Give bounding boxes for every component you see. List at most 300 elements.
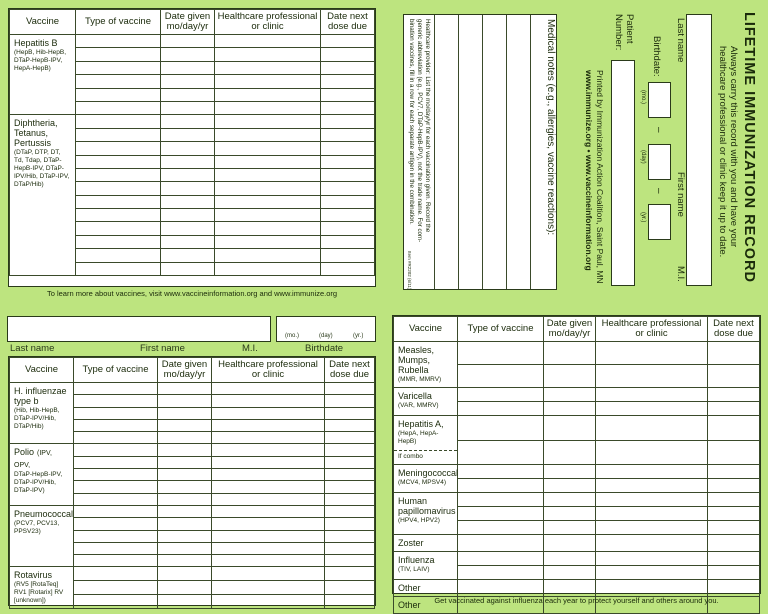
provider-cell[interactable] bbox=[215, 75, 321, 88]
bottom-left-card bbox=[8, 356, 376, 606]
provider-cell[interactable] bbox=[212, 542, 325, 554]
vaccine-abbrev: (HepA, HepA-HepB) bbox=[398, 430, 439, 445]
type-cell[interactable] bbox=[74, 407, 158, 419]
date-cell[interactable] bbox=[544, 535, 596, 552]
vaccine-name: Meningococcal bbox=[398, 468, 459, 478]
date-cell[interactable] bbox=[544, 580, 596, 597]
provider-cell[interactable] bbox=[212, 444, 325, 456]
type-cell[interactable] bbox=[458, 402, 544, 416]
date-cell[interactable] bbox=[544, 402, 596, 416]
next-dose-cell[interactable] bbox=[708, 566, 760, 580]
provider-cell[interactable] bbox=[596, 342, 708, 365]
type-cell[interactable] bbox=[74, 432, 158, 444]
type-cell[interactable] bbox=[458, 342, 544, 365]
next-dose-cell[interactable] bbox=[325, 407, 375, 419]
date-cell[interactable] bbox=[161, 262, 215, 275]
cover-provider-note-2: generic abbreviation (e.g., PCV7, DTaP-HepB-IPV), not the trade name. For com- bbox=[416, 19, 423, 243]
type-cell[interactable] bbox=[76, 262, 161, 275]
cover-patient-number-field[interactable] bbox=[611, 60, 635, 286]
notes-line bbox=[434, 15, 435, 289]
next-dose-cell[interactable] bbox=[708, 493, 760, 507]
next-dose-cell[interactable] bbox=[321, 222, 375, 235]
date-cell[interactable] bbox=[161, 35, 215, 48]
vaccine-name-cell bbox=[10, 115, 76, 276]
type-cell[interactable] bbox=[76, 101, 161, 114]
provider-cell[interactable] bbox=[215, 262, 321, 275]
date-cell[interactable] bbox=[544, 440, 596, 465]
provider-cell[interactable] bbox=[212, 395, 325, 407]
table-row bbox=[394, 535, 760, 552]
vaccine-abbrev: (MMR, MMRV) bbox=[398, 376, 442, 383]
vaccine-name: Other bbox=[398, 583, 421, 593]
provider-cell[interactable] bbox=[596, 365, 708, 388]
notes-line bbox=[482, 15, 483, 289]
provider-cell[interactable] bbox=[596, 465, 708, 479]
date-cell[interactable] bbox=[158, 518, 212, 530]
date-cell[interactable] bbox=[158, 469, 212, 481]
provider-cell[interactable] bbox=[596, 416, 708, 441]
next-dose-cell[interactable] bbox=[708, 507, 760, 521]
vaccine-abbrev: (HPV4, HPV2) bbox=[398, 517, 440, 524]
type-cell[interactable] bbox=[458, 365, 544, 388]
type-cell[interactable] bbox=[76, 61, 161, 74]
next-dose-cell[interactable] bbox=[321, 195, 375, 208]
provider-cell[interactable] bbox=[215, 101, 321, 114]
type-cell[interactable] bbox=[76, 128, 161, 141]
date-cell[interactable] bbox=[158, 419, 212, 431]
date-cell[interactable] bbox=[544, 342, 596, 365]
next-dose-cell[interactable] bbox=[325, 505, 375, 517]
next-dose-cell[interactable] bbox=[321, 235, 375, 248]
birthdate-yr-label: (yr.) bbox=[353, 333, 364, 339]
col-type: Type of vaccine bbox=[458, 317, 544, 342]
date-cell[interactable] bbox=[161, 168, 215, 181]
date-cell[interactable] bbox=[158, 493, 212, 505]
date-cell[interactable] bbox=[158, 456, 212, 468]
table-row bbox=[10, 383, 375, 395]
provider-cell[interactable] bbox=[212, 456, 325, 468]
date-cell[interactable] bbox=[158, 432, 212, 444]
type-cell[interactable] bbox=[74, 555, 158, 567]
next-dose-cell[interactable] bbox=[321, 48, 375, 61]
type-cell[interactable] bbox=[76, 142, 161, 155]
cover-medical-notes-label: Medical notes (e.g., allergies, vaccine reactions): bbox=[545, 19, 556, 236]
provider-cell[interactable] bbox=[215, 195, 321, 208]
date-cell[interactable] bbox=[544, 507, 596, 521]
vaccine-name-cell bbox=[10, 505, 74, 566]
next-dose-cell[interactable] bbox=[321, 101, 375, 114]
next-dose-cell[interactable] bbox=[708, 402, 760, 416]
type-cell[interactable] bbox=[74, 395, 158, 407]
birthdate-label: Birthdate bbox=[305, 343, 344, 354]
notes-line bbox=[506, 15, 507, 289]
provider-cell[interactable] bbox=[212, 530, 325, 542]
type-cell[interactable] bbox=[458, 521, 544, 535]
next-dose-cell[interactable] bbox=[325, 595, 375, 609]
cover-last-name-label: Last name bbox=[675, 18, 686, 63]
vaccine-name: Hepatitis A, bbox=[398, 419, 444, 429]
provider-cell[interactable] bbox=[215, 209, 321, 222]
next-dose-cell[interactable] bbox=[321, 209, 375, 222]
notes-line bbox=[458, 15, 459, 289]
type-cell[interactable] bbox=[76, 75, 161, 88]
date-cell[interactable] bbox=[544, 493, 596, 507]
date-cell[interactable] bbox=[161, 222, 215, 235]
col-next: Date next dose due bbox=[325, 358, 375, 383]
type-cell[interactable] bbox=[74, 518, 158, 530]
col-provider: Healthcare professional or clinic bbox=[215, 10, 321, 35]
cover-title: LIFETIME IMMUNIZATION RECORD bbox=[741, 12, 757, 283]
vaccine-name: H. influenzae bbox=[14, 386, 67, 396]
vaccine-name: Hepatitis B bbox=[14, 38, 58, 48]
provider-cell[interactable] bbox=[212, 567, 325, 581]
type-cell[interactable] bbox=[76, 168, 161, 181]
type-cell[interactable] bbox=[74, 456, 158, 468]
next-dose-cell[interactable] bbox=[321, 168, 375, 181]
last-name-label: Last name bbox=[10, 343, 55, 354]
type-cell[interactable] bbox=[74, 469, 158, 481]
next-dose-cell[interactable] bbox=[325, 469, 375, 481]
date-cell[interactable] bbox=[544, 365, 596, 388]
provider-cell[interactable] bbox=[215, 142, 321, 155]
type-cell[interactable] bbox=[76, 35, 161, 48]
next-dose-cell[interactable] bbox=[321, 75, 375, 88]
vaccine-name: Human papillomavirus bbox=[398, 496, 456, 516]
next-dose-cell[interactable] bbox=[708, 342, 760, 365]
next-dose-cell[interactable] bbox=[325, 555, 375, 567]
provider-cell[interactable] bbox=[212, 469, 325, 481]
vaccine-name-cell bbox=[10, 444, 74, 505]
date-cell[interactable] bbox=[158, 444, 212, 456]
next-dose-cell[interactable] bbox=[321, 182, 375, 195]
type-cell[interactable] bbox=[76, 88, 161, 101]
date-cell[interactable] bbox=[161, 101, 215, 114]
date-cell[interactable] bbox=[158, 555, 212, 567]
date-cell[interactable] bbox=[161, 75, 215, 88]
date-cell[interactable] bbox=[161, 235, 215, 248]
provider-cell[interactable] bbox=[212, 555, 325, 567]
date-cell[interactable] bbox=[158, 567, 212, 581]
date-cell[interactable] bbox=[158, 542, 212, 554]
provider-cell[interactable] bbox=[596, 580, 708, 597]
date-cell[interactable] bbox=[161, 128, 215, 141]
table-row bbox=[10, 115, 375, 128]
type-cell[interactable] bbox=[458, 535, 544, 552]
provider-cell[interactable] bbox=[212, 581, 325, 595]
provider-cell[interactable] bbox=[596, 507, 708, 521]
date-cell[interactable] bbox=[158, 407, 212, 419]
date-cell[interactable] bbox=[158, 595, 212, 609]
vaccine-abbrev: (PCV7, PCV13, PPSV23) bbox=[14, 519, 60, 535]
next-dose-cell[interactable] bbox=[321, 88, 375, 101]
cover-websites: www.immunize.org • www.vaccineinformation.org bbox=[584, 70, 594, 271]
date-cell[interactable] bbox=[158, 395, 212, 407]
provider-cell[interactable] bbox=[215, 88, 321, 101]
provider-cell[interactable] bbox=[596, 521, 708, 535]
table-row bbox=[394, 580, 760, 597]
type-cell[interactable] bbox=[76, 115, 161, 128]
col-vaccine: Vaccine bbox=[10, 358, 74, 383]
last-first-name-field[interactable] bbox=[7, 316, 271, 342]
cover-medical-notes-box[interactable] bbox=[403, 14, 557, 290]
provider-cell[interactable] bbox=[215, 35, 321, 48]
vaccine-abbrev: (RV5 [RotaTeq] RV1 [Rotarix] RV [unknown]) bbox=[14, 581, 64, 605]
top-left-table bbox=[9, 9, 375, 276]
next-dose-cell[interactable] bbox=[325, 456, 375, 468]
cover-provider-note-3: bination vaccines, fill in a row for each separate antigen in the combination. bbox=[408, 19, 415, 225]
next-dose-cell[interactable] bbox=[321, 142, 375, 155]
col-next: Date next dose due bbox=[321, 10, 375, 35]
type-cell[interactable] bbox=[74, 481, 158, 493]
type-cell[interactable] bbox=[74, 567, 158, 581]
provider-cell[interactable] bbox=[215, 182, 321, 195]
col-type: Type of vaccine bbox=[74, 358, 158, 383]
type-cell[interactable] bbox=[74, 595, 158, 609]
cover-subtitle-1: Always carry this record with you and have your bbox=[728, 46, 739, 248]
vaccine-abbrev: (HepB, Hib-HepB, DTaP-HepB-IPV, HepA-HepB) bbox=[14, 49, 67, 72]
next-dose-cell[interactable] bbox=[325, 432, 375, 444]
provider-cell[interactable] bbox=[596, 479, 708, 493]
provider-cell[interactable] bbox=[215, 168, 321, 181]
next-dose-cell[interactable] bbox=[325, 581, 375, 595]
next-dose-cell[interactable] bbox=[325, 383, 375, 395]
provider-cell[interactable] bbox=[215, 222, 321, 235]
provider-cell[interactable] bbox=[596, 440, 708, 465]
next-dose-cell[interactable] bbox=[321, 61, 375, 74]
next-dose-cell[interactable] bbox=[321, 115, 375, 128]
cover-birthdate-label: Birthdate: bbox=[651, 36, 662, 77]
cover-birthdate-mo-label: (mo.) bbox=[640, 90, 646, 104]
provider-cell[interactable] bbox=[215, 48, 321, 61]
date-cell[interactable] bbox=[161, 249, 215, 262]
date-cell[interactable] bbox=[544, 465, 596, 479]
next-dose-cell[interactable] bbox=[325, 444, 375, 456]
vaccine-name: Zoster bbox=[398, 538, 424, 548]
table-row bbox=[394, 465, 760, 479]
bottom-right-footer: Get vaccinated against influenza each year to protect yourself and others around you. bbox=[434, 596, 719, 605]
date-cell[interactable] bbox=[161, 88, 215, 101]
type-cell[interactable] bbox=[74, 383, 158, 395]
cover-subtitle-2: healthcare professional or clinic keep it up to date. bbox=[717, 46, 728, 258]
first-name-label: First name bbox=[140, 343, 185, 354]
table-row bbox=[10, 35, 375, 48]
provider-cell[interactable] bbox=[596, 566, 708, 580]
birthdate-dash-2: – bbox=[653, 188, 664, 194]
bottom-right-table bbox=[393, 316, 760, 614]
next-dose-cell[interactable] bbox=[321, 249, 375, 262]
date-cell[interactable] bbox=[158, 383, 212, 395]
provider-cell[interactable] bbox=[212, 493, 325, 505]
provider-cell[interactable] bbox=[596, 493, 708, 507]
col-date: Date given mo/day/yr bbox=[158, 358, 212, 383]
cover-birthdate-day[interactable] bbox=[648, 144, 671, 180]
vaccine-name-cell bbox=[394, 552, 458, 580]
next-dose-cell[interactable] bbox=[708, 440, 760, 465]
provider-cell[interactable] bbox=[596, 552, 708, 566]
provider-cell[interactable] bbox=[215, 115, 321, 128]
provider-cell[interactable] bbox=[212, 595, 325, 609]
cover-birthdate-yr[interactable] bbox=[648, 204, 671, 240]
table-row bbox=[394, 416, 760, 441]
col-next: Date next dose due bbox=[708, 317, 760, 342]
type-cell[interactable] bbox=[74, 530, 158, 542]
provider-cell[interactable] bbox=[212, 383, 325, 395]
type-cell[interactable] bbox=[458, 552, 544, 566]
next-dose-cell[interactable] bbox=[325, 395, 375, 407]
date-cell[interactable] bbox=[161, 195, 215, 208]
date-cell[interactable] bbox=[161, 142, 215, 155]
type-cell[interactable] bbox=[458, 465, 544, 479]
provider-cell[interactable] bbox=[215, 128, 321, 141]
vaccine-abbrev: (TIV, LAIV) bbox=[398, 566, 430, 573]
date-cell[interactable] bbox=[158, 530, 212, 542]
date-cell[interactable] bbox=[544, 521, 596, 535]
top-left-card bbox=[8, 8, 376, 287]
cover-birthdate-day-label: (day) bbox=[640, 150, 646, 164]
next-dose-cell[interactable] bbox=[325, 481, 375, 493]
next-dose-cell[interactable] bbox=[708, 521, 760, 535]
birthdate-mo-label: (mo.) bbox=[285, 333, 299, 339]
type-cell[interactable] bbox=[74, 542, 158, 554]
table-row bbox=[10, 444, 375, 456]
next-dose-cell[interactable] bbox=[321, 262, 375, 275]
date-cell[interactable] bbox=[544, 388, 596, 402]
next-dose-cell[interactable] bbox=[708, 465, 760, 479]
next-dose-cell[interactable] bbox=[325, 530, 375, 542]
type-cell[interactable] bbox=[458, 388, 544, 402]
next-dose-cell[interactable] bbox=[321, 128, 375, 141]
top-left-footer: To learn more about vaccines, visit www.vaccineinformation.org and www.immunize.org bbox=[46, 289, 338, 298]
type-cell[interactable] bbox=[458, 479, 544, 493]
combo-divider bbox=[394, 450, 457, 451]
cover-first-name-label: First name bbox=[675, 172, 686, 217]
type-cell[interactable] bbox=[74, 581, 158, 595]
cover-birthdate-mo[interactable] bbox=[648, 82, 671, 118]
col-type: Type of vaccine bbox=[76, 10, 161, 35]
type-cell[interactable] bbox=[76, 235, 161, 248]
date-cell[interactable] bbox=[158, 581, 212, 595]
next-dose-cell[interactable] bbox=[321, 155, 375, 168]
provider-cell[interactable] bbox=[215, 155, 321, 168]
type-cell[interactable] bbox=[76, 48, 161, 61]
provider-cell[interactable] bbox=[215, 249, 321, 262]
provider-cell[interactable] bbox=[212, 407, 325, 419]
provider-cell[interactable] bbox=[596, 388, 708, 402]
date-cell[interactable] bbox=[161, 155, 215, 168]
date-cell[interactable] bbox=[158, 505, 212, 517]
date-cell[interactable] bbox=[161, 48, 215, 61]
type-cell[interactable] bbox=[458, 566, 544, 580]
table-row bbox=[394, 342, 760, 365]
type-cell[interactable] bbox=[458, 507, 544, 521]
next-dose-cell[interactable] bbox=[708, 580, 760, 597]
next-dose-cell[interactable] bbox=[708, 552, 760, 566]
vaccine-name-cell bbox=[394, 416, 458, 465]
type-cell[interactable] bbox=[76, 155, 161, 168]
date-cell[interactable] bbox=[544, 479, 596, 493]
vaccine-name-cell bbox=[10, 383, 74, 444]
next-dose-cell[interactable] bbox=[321, 35, 375, 48]
provider-cell[interactable] bbox=[212, 419, 325, 431]
next-dose-cell[interactable] bbox=[325, 493, 375, 505]
vaccine-name: Varicella bbox=[398, 391, 432, 401]
next-dose-cell[interactable] bbox=[708, 479, 760, 493]
provider-cell[interactable] bbox=[212, 432, 325, 444]
date-cell[interactable] bbox=[544, 552, 596, 566]
combo-label: If combo bbox=[398, 453, 423, 460]
vaccine-abbrev: (MCV4, MPSV4) bbox=[398, 479, 447, 486]
type-cell[interactable] bbox=[76, 249, 161, 262]
vaccine-name: Measles, Mumps, Rubella bbox=[398, 345, 435, 375]
type-cell[interactable] bbox=[74, 493, 158, 505]
table-row bbox=[394, 388, 760, 402]
date-cell[interactable] bbox=[161, 115, 215, 128]
vaccine-name-cell bbox=[10, 567, 74, 609]
next-dose-cell[interactable] bbox=[325, 567, 375, 581]
vaccine-abbrev: DTaP-HepB-IPV, DTaP-IPV/Hib, DTaP-IPV) bbox=[14, 471, 63, 495]
next-dose-cell[interactable] bbox=[708, 365, 760, 388]
date-cell[interactable] bbox=[161, 209, 215, 222]
type-cell[interactable] bbox=[458, 580, 544, 597]
provider-cell[interactable] bbox=[596, 535, 708, 552]
date-cell[interactable] bbox=[161, 182, 215, 195]
provider-cell[interactable] bbox=[215, 235, 321, 248]
next-dose-cell[interactable] bbox=[325, 518, 375, 530]
vaccine-name: Polio bbox=[14, 447, 35, 458]
vaccine-name-cell bbox=[394, 465, 458, 493]
cover-item-code: Item #R2202 (6/11) bbox=[407, 251, 412, 290]
vaccine-name-cell bbox=[394, 580, 458, 597]
provider-cell[interactable] bbox=[212, 481, 325, 493]
provider-cell[interactable] bbox=[212, 518, 325, 530]
next-dose-cell[interactable] bbox=[708, 416, 760, 441]
type-cell[interactable] bbox=[458, 416, 544, 441]
type-cell[interactable] bbox=[76, 209, 161, 222]
date-cell[interactable] bbox=[544, 416, 596, 441]
birthdate-field[interactable] bbox=[276, 316, 376, 342]
date-cell[interactable] bbox=[161, 61, 215, 74]
provider-cell[interactable] bbox=[596, 402, 708, 416]
vaccine-name: Rotavirus bbox=[14, 570, 53, 581]
cover-patient-number-label: Patient Number: bbox=[613, 14, 635, 51]
cover-printed-by: Printed by Immunization Action Coalition, Saint Paul, MN bbox=[595, 70, 605, 284]
table-row bbox=[10, 505, 375, 517]
next-dose-cell[interactable] bbox=[325, 542, 375, 554]
vaccine-name-line2: type b bbox=[14, 396, 39, 406]
vaccine-name: Pneumococcal bbox=[14, 508, 74, 519]
col-date: Date given mo/day/yr bbox=[544, 317, 596, 342]
type-cell[interactable] bbox=[76, 182, 161, 195]
next-dose-cell[interactable] bbox=[325, 419, 375, 431]
type-cell[interactable] bbox=[458, 440, 544, 465]
next-dose-cell[interactable] bbox=[708, 388, 760, 402]
date-cell[interactable] bbox=[158, 481, 212, 493]
type-cell[interactable] bbox=[74, 444, 158, 456]
provider-cell[interactable] bbox=[212, 505, 325, 517]
type-cell[interactable] bbox=[74, 419, 158, 431]
date-cell[interactable] bbox=[544, 566, 596, 580]
bottom-left-table bbox=[9, 357, 375, 609]
provider-cell[interactable] bbox=[215, 61, 321, 74]
type-cell[interactable] bbox=[76, 222, 161, 235]
next-dose-cell[interactable] bbox=[708, 535, 760, 552]
vaccine-abbrev: (DTaP, DTP, DT, Td, Tdap, DTaP-HepB-IPV, DTaP-IPV/Hib, DTaP-IPV, DTaP/Hib) bbox=[14, 149, 70, 189]
col-provider: Healthcare professional or clinic bbox=[212, 358, 325, 383]
type-cell[interactable] bbox=[74, 505, 158, 517]
type-cell[interactable] bbox=[76, 195, 161, 208]
type-cell[interactable] bbox=[458, 493, 544, 507]
cover-name-field[interactable] bbox=[686, 14, 712, 286]
